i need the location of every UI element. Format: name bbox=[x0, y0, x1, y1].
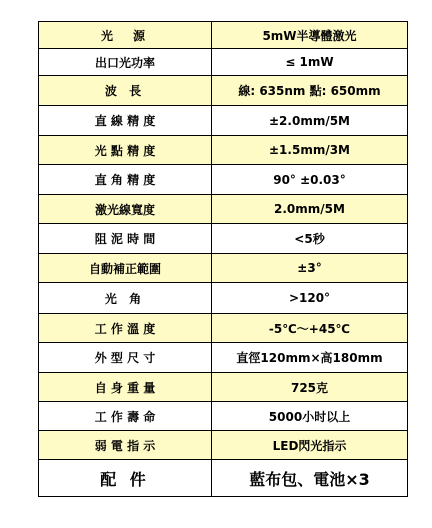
row-label: 光 源 bbox=[39, 22, 212, 49]
row-value: 藍布包、電池×3 bbox=[212, 460, 408, 497]
row-label: 直 角 精 度 bbox=[39, 165, 212, 195]
table-row-service-life bbox=[39, 402, 408, 431]
row-label: 阻 泥 時 間 bbox=[39, 224, 212, 254]
table-row-wavelength bbox=[39, 76, 408, 106]
row-label: 弱 電 指 示 bbox=[39, 431, 212, 460]
row-value: 725克 bbox=[212, 373, 408, 402]
row-value: 90° ±0.03° bbox=[212, 165, 408, 195]
row-label: 光 角 bbox=[39, 283, 212, 314]
row-label: 激光線寬度 bbox=[39, 195, 212, 224]
row-value: 線: 635nm 點: 650mm bbox=[212, 76, 408, 106]
row-label: 直 線 精 度 bbox=[39, 106, 212, 136]
row-value: 2.0mm/5M bbox=[212, 195, 408, 224]
table-row-dot-accuracy bbox=[39, 136, 408, 165]
row-value: 5mW半導體激光 bbox=[212, 22, 408, 49]
row-label: 光 點 精 度 bbox=[39, 136, 212, 165]
row-value: LED閃光指示 bbox=[212, 431, 408, 460]
row-value: ≤ 1mW bbox=[212, 49, 408, 76]
table-row-line-width bbox=[39, 195, 408, 224]
row-value: ±2.0mm/5M bbox=[212, 106, 408, 136]
row-label: 出口光功率 bbox=[39, 49, 212, 76]
row-value: >120° bbox=[212, 283, 408, 314]
row-label: 自動補正範圍 bbox=[39, 254, 212, 283]
table-row-light-source bbox=[39, 22, 408, 49]
row-label: 外 型 尺 寸 bbox=[39, 343, 212, 373]
row-value: 直徑120mm×高180mm bbox=[212, 343, 408, 373]
table-row-output-power bbox=[39, 49, 408, 76]
table-row-light-angle bbox=[39, 283, 408, 314]
table-row-right-angle-accuracy bbox=[39, 165, 408, 195]
row-value: ±3° bbox=[212, 254, 408, 283]
table-row-accessories bbox=[39, 460, 408, 497]
row-value: 5000小时以上 bbox=[212, 402, 408, 431]
table-row-working-temperature bbox=[39, 314, 408, 343]
row-value: ±1.5mm/3M bbox=[212, 136, 408, 165]
row-label: 波 長 bbox=[39, 76, 212, 106]
table-row-self-leveling-range bbox=[39, 254, 408, 283]
table-row-damping-time bbox=[39, 224, 408, 254]
row-label: 工 作 溫 度 bbox=[39, 314, 212, 343]
table-row-low-battery-indicator bbox=[39, 431, 408, 460]
row-label: 配 件 bbox=[39, 460, 212, 497]
table-row-dimensions bbox=[39, 343, 408, 373]
table-row-weight bbox=[39, 373, 408, 402]
table-row-line-accuracy bbox=[39, 106, 408, 136]
spec-table bbox=[38, 21, 408, 497]
row-value: -5℃～+45℃ bbox=[212, 314, 408, 343]
row-label: 自 身 重 量 bbox=[39, 373, 212, 402]
row-value: <5秒 bbox=[212, 224, 408, 254]
row-label: 工 作 壽 命 bbox=[39, 402, 212, 431]
